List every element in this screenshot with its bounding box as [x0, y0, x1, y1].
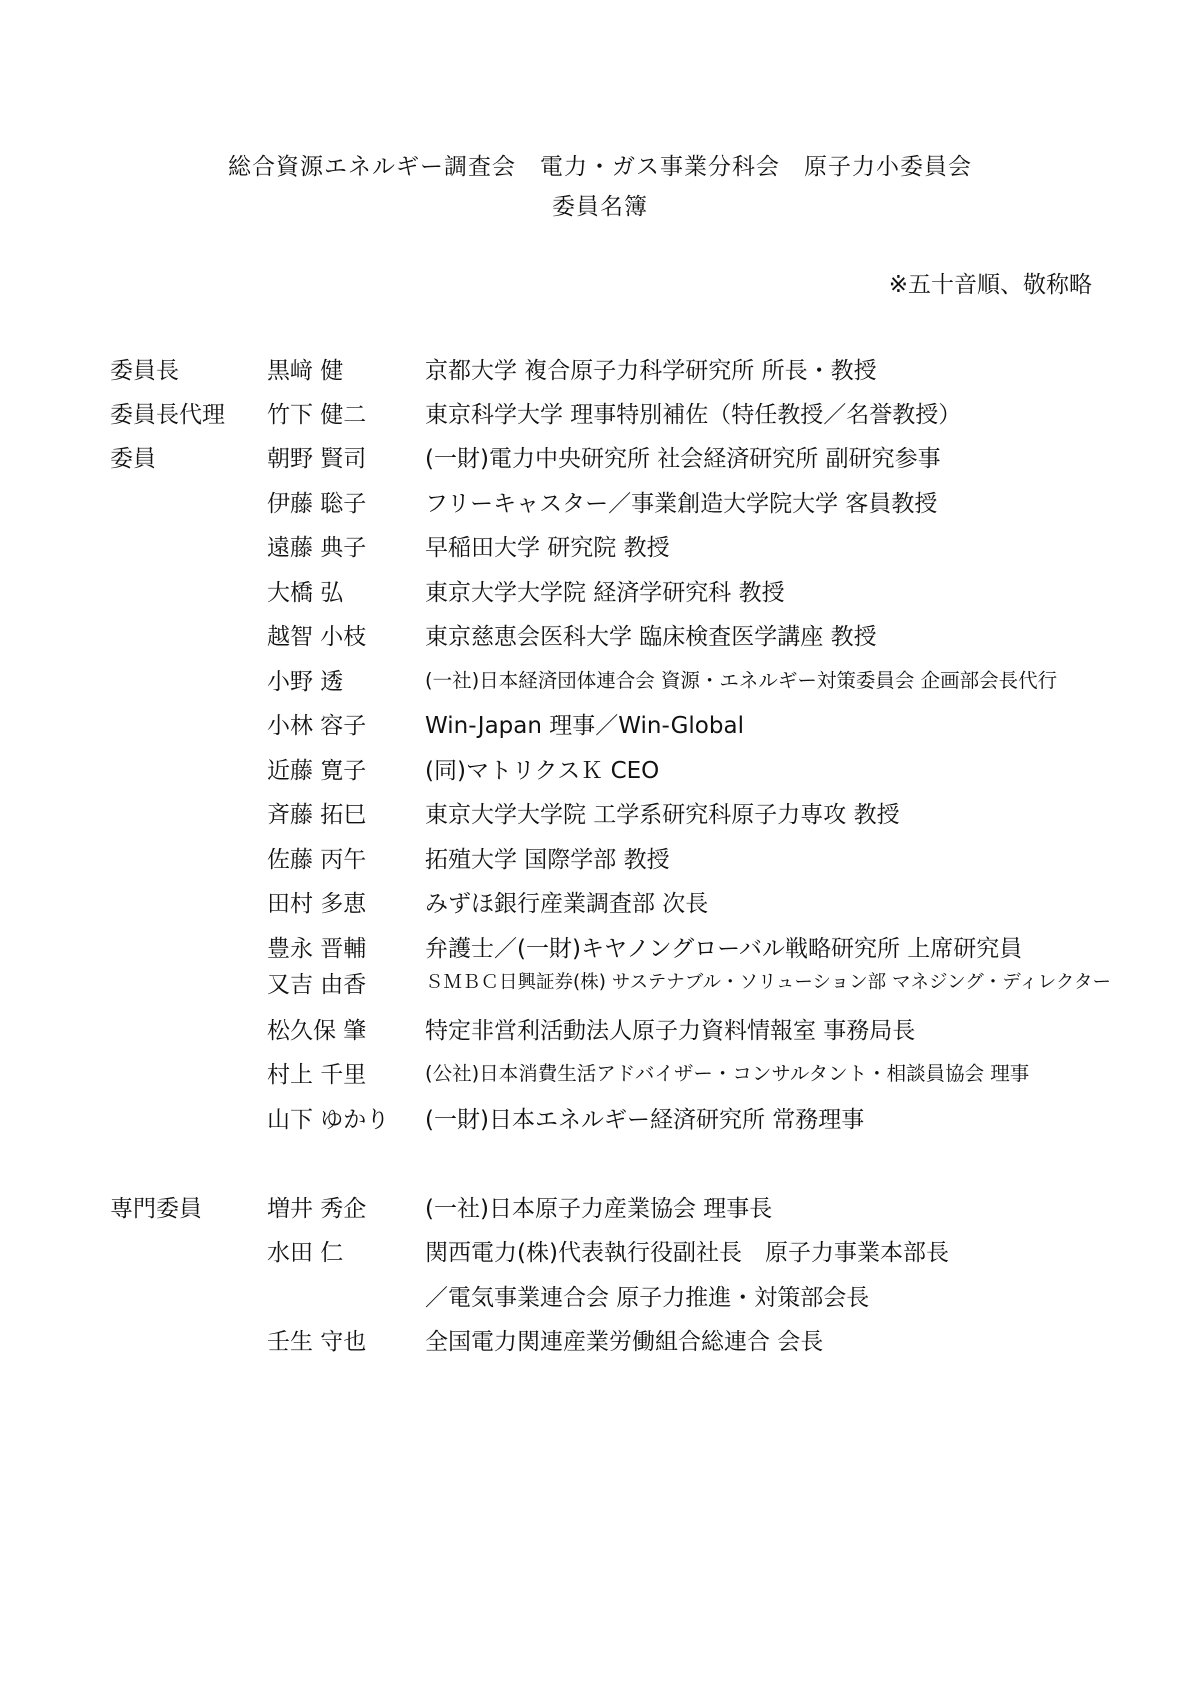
specialist-row [0, 1234, 1200, 1274]
document-title: 総合資源エネルギー調査会 電力・ガス事業分科会 原子力小委員会 [228, 154, 972, 180]
member-affiliation: 関西電力(株)代表執行役副社長 原子力事業本部長 [425, 1240, 949, 1266]
member-row [0, 707, 1200, 747]
member-affiliation: 東京科学大学 理事特別補佐（特任教授／名誉教授） [425, 402, 962, 428]
member-name: 増井 秀企 [267, 1196, 367, 1222]
member-row [0, 1012, 1200, 1052]
member-name: 佐藤 丙午 [267, 847, 367, 873]
member-row [0, 1101, 1200, 1141]
member-role: 委員長 [110, 358, 179, 384]
member-row [0, 966, 1200, 1006]
member-row [0, 663, 1200, 703]
member-row [0, 618, 1200, 658]
member-name: 又吉 由香 [267, 972, 367, 998]
specialist-row [0, 1279, 1200, 1319]
member-name: 越智 小枝 [267, 624, 367, 650]
member-name: 竹下 健二 [267, 402, 367, 428]
member-affiliation: みずほ銀行産業調査部 次長 [425, 891, 709, 917]
member-affiliation: 京都大学 複合原子力科学研究所 所長・教授 [425, 358, 877, 384]
member-name: 村上 千里 [267, 1062, 367, 1088]
member-affiliation: 全国電力関連産業労働組合総連合 会長 [425, 1329, 824, 1355]
member-name: 近藤 寛子 [267, 758, 367, 784]
member-name: 壬生 守也 [267, 1329, 367, 1355]
member-affiliation: 弁護士／(一財)キヤノングローバル戦略研究所 上席研究員 [425, 936, 1023, 962]
member-affiliation: ＳＭＢＣ日興証券(株) サステナブル・ソリューション部 マネジング・ディレクター [425, 972, 1112, 993]
member-affiliation: 拓殖大学 国際学部 教授 [425, 847, 670, 873]
member-affiliation: 東京大学大学院 工学系研究科原子力専攻 教授 [425, 802, 900, 828]
member-name: 小林 容子 [267, 713, 367, 739]
member-role: 委員 [110, 446, 156, 472]
member-name: 遠藤 典子 [267, 535, 367, 561]
specialist-row [0, 1190, 1200, 1230]
member-affiliation: 早稲田大学 研究院 教授 [425, 535, 670, 561]
member-affiliation: (一財)電力中央研究所 社会経済研究所 副研究参事 [425, 446, 941, 472]
member-row [0, 352, 1200, 392]
member-affiliation: 東京慈恵会医科大学 臨床検査医学講座 教授 [425, 624, 877, 650]
member-row [0, 574, 1200, 614]
member-role: 専門委員 [110, 1196, 202, 1222]
member-row [0, 796, 1200, 836]
member-name: 水田 仁 [267, 1240, 344, 1266]
member-name: 斉藤 拓巳 [267, 802, 367, 828]
member-name: 伊藤 聡子 [267, 491, 367, 517]
member-role: 委員長代理 [110, 402, 225, 428]
member-affiliation: (公社)日本消費生活アドバイザー・コンサルタント・相談員協会 理事 [425, 1062, 1030, 1085]
document-subtitle: 委員名簿 [552, 194, 648, 220]
member-row [0, 1056, 1200, 1096]
member-row [0, 841, 1200, 881]
member-name: 黒﨑 健 [267, 358, 344, 384]
member-affiliation: フリーキャスター／事業創造大学院大学 客員教授 [425, 491, 938, 517]
member-affiliation: (一社)日本経済団体連合会 資源・エネルギー対策委員会 企画部会長代行 [425, 669, 1058, 692]
member-name: 大橋 弘 [267, 580, 344, 606]
ordering-note: ※五十音順、敬称略 [888, 272, 1092, 298]
member-affiliation: (一財)日本エネルギー経済研究所 常務理事 [425, 1107, 865, 1133]
member-row [0, 396, 1200, 436]
member-row [0, 440, 1200, 480]
specialist-row [0, 1323, 1200, 1363]
member-name: 小野 透 [267, 669, 344, 695]
member-name: 山下 ゆかり [267, 1107, 390, 1133]
member-affiliation: (同)マトリクスＫ CEO [425, 758, 660, 784]
member-affiliation: Win-Japan 理事／Win-Global [425, 713, 744, 739]
member-name: 松久保 肇 [267, 1018, 367, 1044]
member-affiliation: 東京大学大学院 経済学研究科 教授 [425, 580, 785, 606]
member-name: 朝野 賢司 [267, 446, 367, 472]
member-row [0, 485, 1200, 525]
member-affiliation: (一社)日本原子力産業協会 理事長 [425, 1196, 773, 1222]
member-row [0, 529, 1200, 569]
member-name: 豊永 晋輔 [267, 936, 367, 962]
member-affiliation: 特定非営利活動法人原子力資料情報室 事務局長 [425, 1018, 916, 1044]
member-affiliation: ／電気事業連合会 原子力推進・対策部会長 [425, 1285, 870, 1311]
member-row [0, 752, 1200, 792]
member-row [0, 885, 1200, 925]
member-name: 田村 多恵 [267, 891, 367, 917]
member-row [0, 930, 1200, 970]
